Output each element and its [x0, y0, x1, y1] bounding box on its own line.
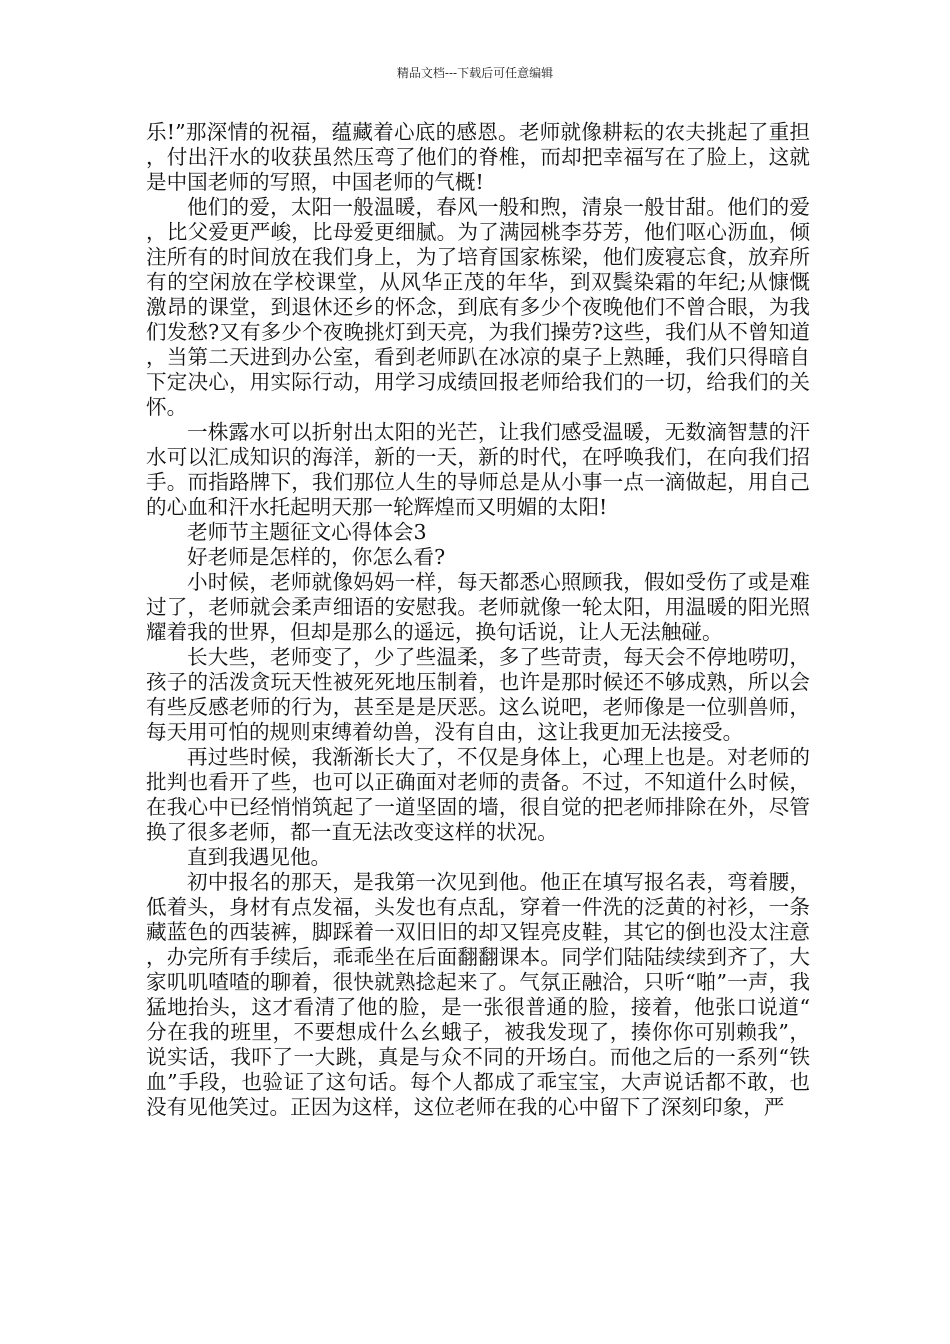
page-header: 精品文档---下载后可任意编辑 — [396, 66, 554, 80]
section-heading: 老师节主题征文心得体会3 — [187, 520, 427, 544]
paragraph: 乐!”那深情的祝福，蕴藏着心底的感恩。老师就像耕耘的农夫挑起了重担，付出汗水的收获虽然压弯了他们的脊椎，而却把幸福写在了脸上，这就是中国老师的写照，中国老师的气概! — [146, 120, 810, 194]
paragraph: 直到我遇见他。 — [187, 845, 332, 869]
paragraph: 再过些时候，我渐渐长大了，不仅是身体上，心理上也是。对老师的批判也看开了些，也可以正确面对老师的责备。不过，不知道什么时候，在我心中已经悄悄筑起了一道坚固的墙，很自觉的把老师排除在外，尽管换了很多老师，都一直无法改变这样的状况。 — [146, 745, 810, 844]
paragraph: 小时候，老师就像妈妈一样，每天都悉心照顾我，假如受伤了或是难过了，老师就会柔声细语的安慰我。老师就像一轮太阳，用温暖的阳光照耀着我的世界，但却是那么的遥远，换句话说，让人无法触碰。 — [146, 570, 810, 644]
paragraph: 好老师是怎样的，你怎么看? — [187, 545, 446, 569]
paragraph: 初中报名的那天，是我第一次见到他。他正在填写报名表，弯着腰，低着头，身材有点发福，头发也有点乱，穿着一件洗的泛黄的衬衫，一条藏蓝色的西装裤，脚踩着一双旧旧的却又锃亮皮鞋，其它的倒也没太注意，办完所有手续后，乖乖坐在后面翻翻课本。同学们陆陆续续到齐了，大家叽叽喳喳的聊着，很快就熟捻起来了。气氛正融洽，只听“啪”一声，我猛地抬头，这才看清了他的脸，是一张很普通的脸，接着，他张口说道“分在我的班里，不要想成什么幺蛾子，被我发现了，揍你你可别赖我”，说实话，我吓了一大跳，真是与众不同的开场白。而他之后的一系列“铁血”手段，也验证了这句话。每个人都成了乖宝宝，大声说话都不敢，也没有见他笑过。正因为这样，这位老师在我的心中留下了深刻印象，严 — [146, 870, 810, 1119]
paragraph: 一株露水可以折射出太阳的光芒，让我们感受温暖，无数滴智慧的汗水可以汇成知识的海洋，新的一天，新的时代，在呼唤我们，在向我们招手。而指路牌下，我们那位人生的导师总是从小事一点一滴做起，用自己的心血和汗水托起明天那一轮辉煌而又明媚的太阳! — [146, 420, 810, 519]
document-body — [146, 120, 810, 1120]
paragraph: 长大些，老师变了，少了些温柔，多了些苛责，每天会不停地唠叨，孩子的活泼贪玩天性被死死地压制着，也许是那时候还不够成熟，所以会有些反感老师的行为，甚至是是厌恶。这么说吧，老师像是一位驯兽师，每天用可怕的规则束缚着幼兽，没有自由，这让我更加无法接受。 — [146, 645, 810, 744]
paragraph: 他们的爱，太阳一般温暖，春风一般和煦，清泉一般甘甜。他们的爱，比父爱更严峻，比母爱更细腻。为了满园桃李芬芳，他们呕心沥血，倾注所有的时间放在我们身上，为了培育国家栋梁，他们废寝忘食，放弃所有的空闲放在学校课堂，从风华正茂的年华，到双鬓染霜的年纪;从慷慨激昂的课堂，到退休还乡的怀念，到底有多少个夜晚他们不曾合眼，为我们发愁?又有多少个夜晚挑灯到天亮，为我们操劳?这些，我们从不曾知道，当第二天进到办公室，看到老师趴在冰凉的桌子上熟睡，我们只得暗自下定决心，用实际行动，用学习成绩回报老师给我们的一切，给我们的关怀。 — [146, 195, 810, 419]
